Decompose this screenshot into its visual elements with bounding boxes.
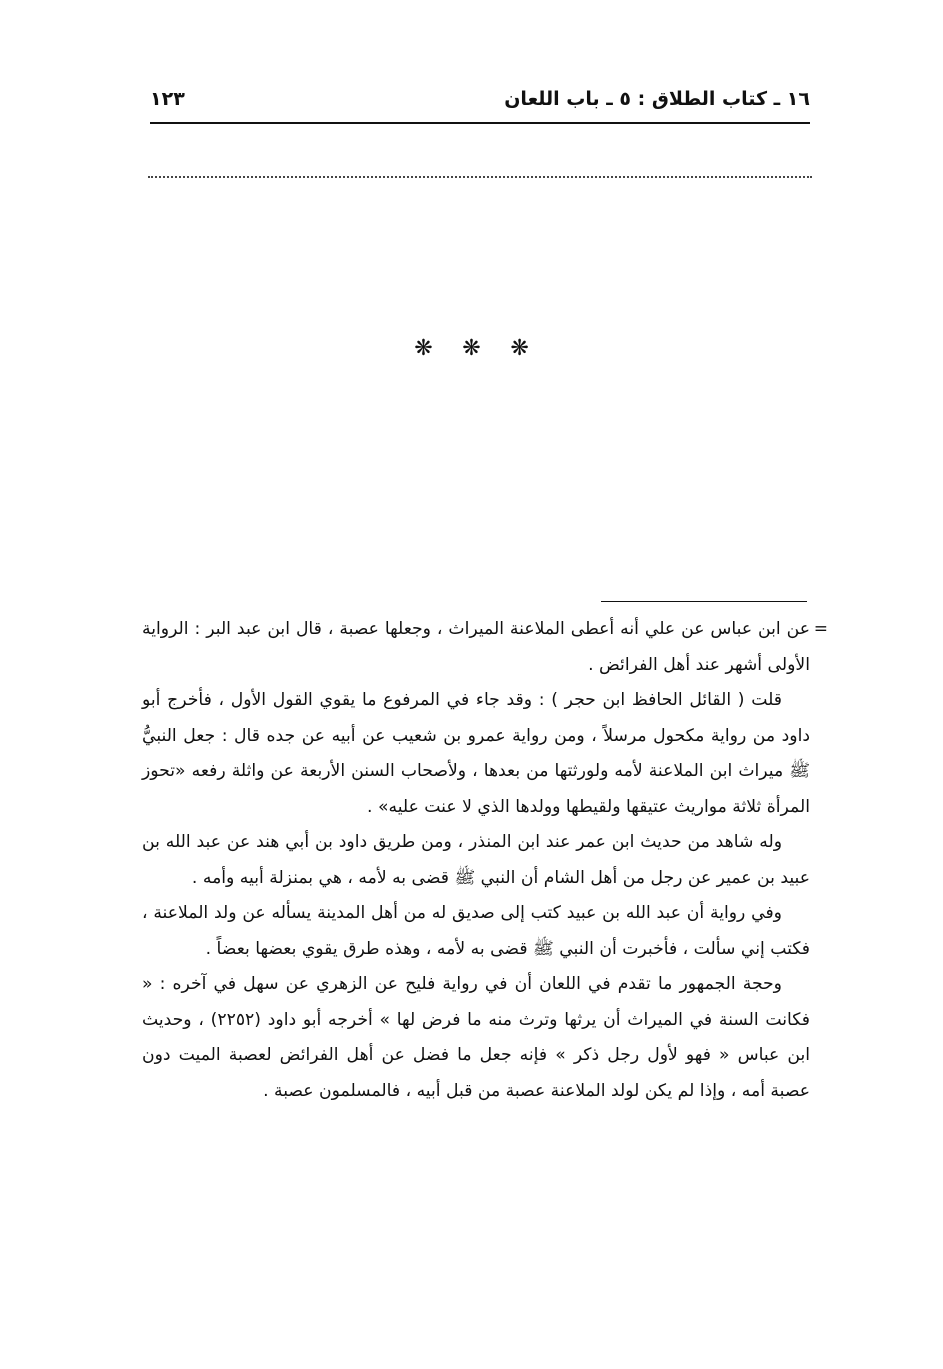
footnote-paragraph: وله شاهد من حديث ابن عمر عند ابن المنذر ، ومن طريق داود بن أبي هند عن عبد الله بن عبيد بن عمير عن رجل من أهل الشام أن النبي ﷺ قضى به لأمه ، هي بمنزلة أبيه وأمه .: [142, 832, 810, 888]
ellipsis-dotted-line: [148, 176, 812, 178]
footnote-block: [142, 612, 828, 1109]
footnote-paragraph: عن ابن عباس عن علي أنه أعطى الملاعنة الميراث ، وجعلها عصبة ، قال ابن عبد البر : الرواية الأولى أشهر عند أهل الفرائض .: [142, 619, 810, 675]
footnote-paragraph: وفي رواية أن عبد الله بن عبيد كتب إلى صديق له من أهل المدينة يسأله عن ولد الملاعنة ، فكتب إني سألت ، فأخبرت أن النبي ﷺ قضى به لأمه ، وهذه طرق يقوي بعضها بعضاً .: [142, 903, 810, 959]
page-header: [150, 82, 810, 122]
page-number: ١٢٣: [150, 88, 185, 110]
footnote-paragraph: قلت ( القائل الحافظ ابن حجر ) : وقد جاء في المرفوع ما يقوي القول الأول ، فأخرج أبو داود من رواية مكحول مرسلاً ، ومن رواية عمرو بن شعيب عن أبيه عن جده قال : جعل النبيُّ ﷺ ميراث ابن الملاعنة لأمه ولورثتها من بعدها ، ولأصحاب السنن الأربعة عن واثلة رفعه «تحوز المرأة ثلاثة مواريث عتيقها ولقيطها وولدها الذي لا عنت عليه» .: [142, 690, 810, 817]
running-title: ١٦ ـ كتاب الطلاق : ٥ ـ باب اللعان: [504, 88, 810, 110]
footnote-rule: [601, 601, 807, 602]
header-rule: [150, 122, 810, 124]
section-divider-asterisks: ❋ ❋ ❋: [414, 336, 529, 361]
footnote-paragraph: وحجة الجمهور ما تقدم في اللعان أن في رواية فليح عن الزهري عن سهل في آخره : « فكانت السنة في الميراث أن يرثها وترث منه ما فرض لها » أخرجه أبو داود (٢٢٥٢) ، وحديث ابن عباس « فهو لأول رجل ذكر » فإنه جعل ما فضل عن أهل الفرائض لعصبة الميت دون عصبة أمه ، وإذا لم يكن لولد الملاعنة عصبة من قبل أبيه ، فالمسلمون عصبة .: [142, 974, 810, 1101]
continuation-mark: =: [813, 619, 828, 639]
